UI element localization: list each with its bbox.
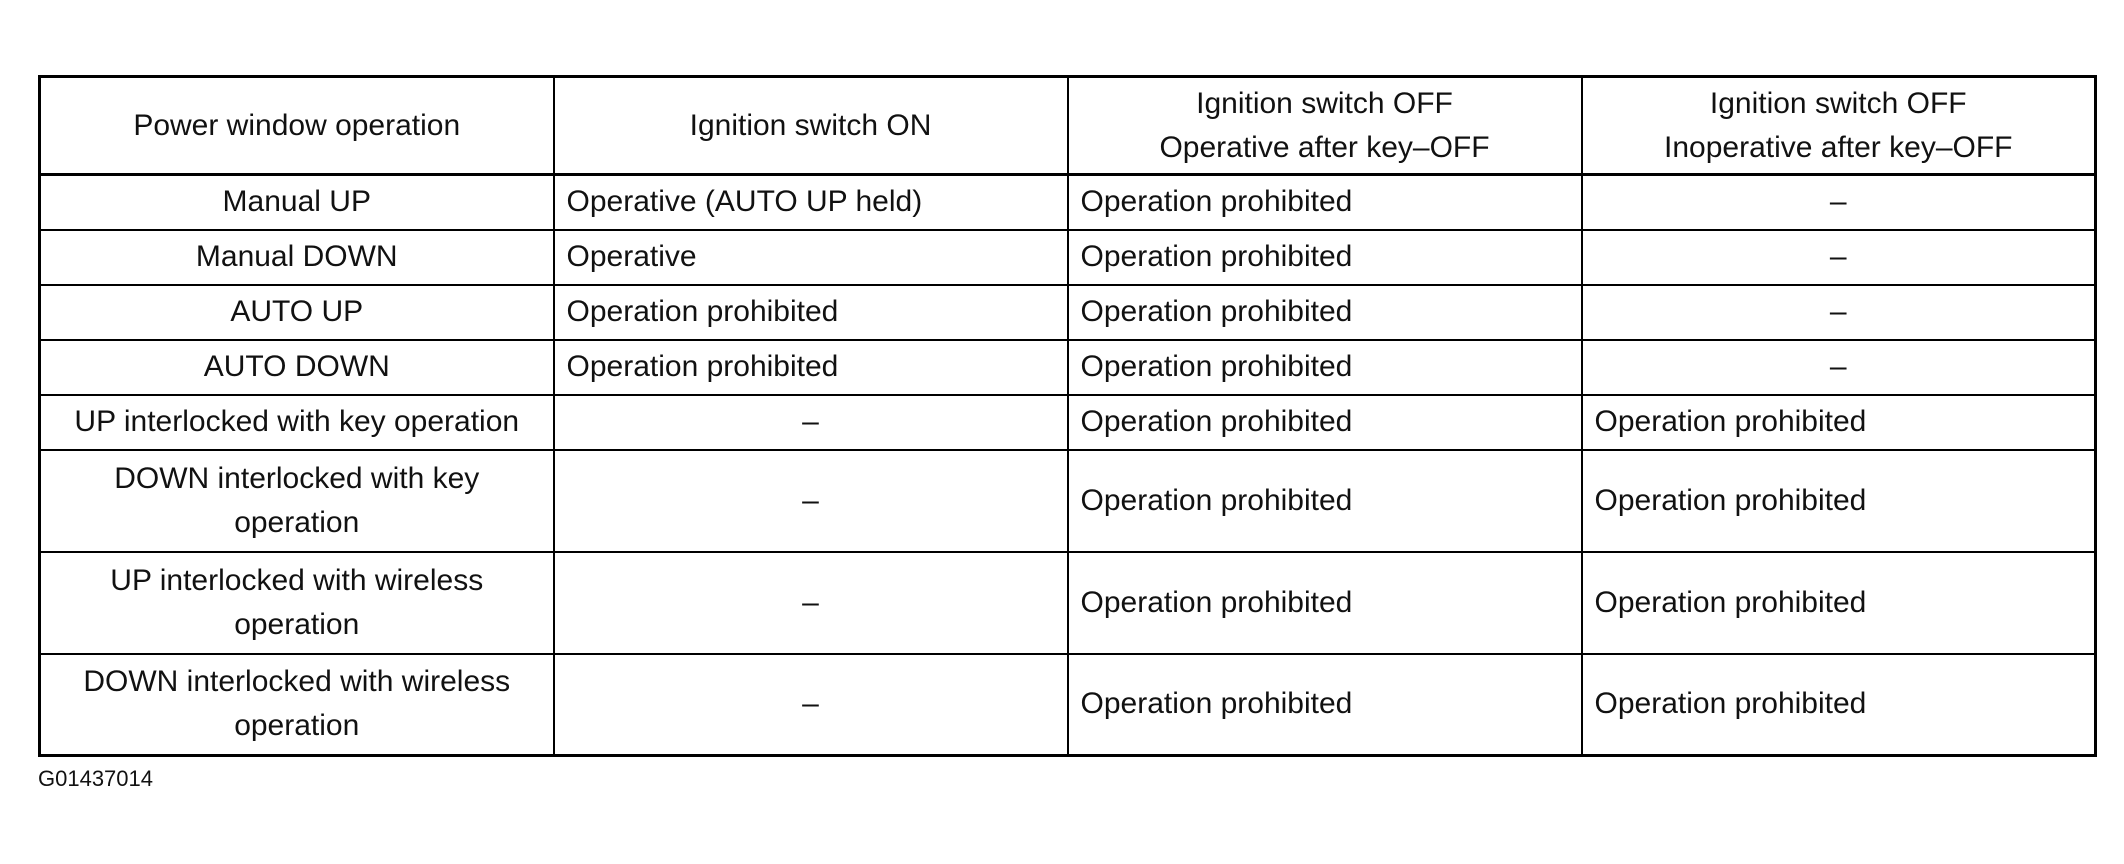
- table-body: [40, 175, 2096, 756]
- ignition-on-cell: Operation prohibited: [554, 340, 1068, 395]
- operation-cell: DOWN interlocked with key operation: [40, 450, 554, 552]
- operation-cell: Manual UP: [40, 175, 554, 230]
- off-operative-cell: Operation prohibited: [1068, 552, 1582, 654]
- off-operative-cell: Operation prohibited: [1068, 340, 1582, 395]
- table-row: [40, 175, 2096, 230]
- header-ignition-off-inoperative: Ignition switch OFF Inoperative after key–OFF: [1582, 77, 2096, 175]
- operation-cell: AUTO UP: [40, 285, 554, 340]
- power-window-operation-table: [38, 75, 2097, 757]
- ignition-on-cell: –: [554, 395, 1068, 450]
- off-inoperative-cell: Operation prohibited: [1582, 552, 2096, 654]
- off-inoperative-cell: –: [1582, 340, 2096, 395]
- table-row: [40, 230, 2096, 285]
- off-inoperative-cell: –: [1582, 230, 2096, 285]
- off-operative-cell: Operation prohibited: [1068, 230, 1582, 285]
- ignition-on-cell: Operative: [554, 230, 1068, 285]
- ignition-on-cell: –: [554, 654, 1068, 756]
- off-operative-cell: Operation prohibited: [1068, 285, 1582, 340]
- operation-cell: DOWN interlocked with wireless operation: [40, 654, 554, 756]
- table-row: [40, 340, 2096, 395]
- figure-id-label: G01437014: [38, 766, 153, 791]
- header-ignition-on: Ignition switch ON: [554, 77, 1068, 175]
- off-operative-cell: Operation prohibited: [1068, 450, 1582, 552]
- table-row: [40, 285, 2096, 340]
- table-row: [40, 552, 2096, 654]
- operation-cell: AUTO DOWN: [40, 340, 554, 395]
- header-power-window-operation: Power window operation: [40, 77, 554, 175]
- off-inoperative-cell: –: [1582, 285, 2096, 340]
- off-inoperative-cell: Operation prohibited: [1582, 654, 2096, 756]
- off-inoperative-cell: Operation prohibited: [1582, 395, 2096, 450]
- operation-cell: UP interlocked with key operation: [40, 395, 554, 450]
- operation-cell: UP interlocked with wireless operation: [40, 552, 554, 654]
- off-inoperative-cell: Operation prohibited: [1582, 450, 2096, 552]
- ignition-on-cell: –: [554, 552, 1068, 654]
- off-operative-cell: Operation prohibited: [1068, 654, 1582, 756]
- off-operative-cell: Operation prohibited: [1068, 175, 1582, 230]
- table-row: [40, 450, 2096, 552]
- operation-cell: Manual DOWN: [40, 230, 554, 285]
- off-inoperative-cell: –: [1582, 175, 2096, 230]
- off-operative-cell: Operation prohibited: [1068, 395, 1582, 450]
- header-ignition-off-operative: Ignition switch OFF Operative after key–OFF: [1068, 77, 1582, 175]
- header-row: [40, 77, 2096, 175]
- table-row: [40, 395, 2096, 450]
- ignition-on-cell: Operative (AUTO UP held): [554, 175, 1068, 230]
- ignition-on-cell: Operation prohibited: [554, 285, 1068, 340]
- table-header: [40, 77, 2096, 175]
- ignition-on-cell: –: [554, 450, 1068, 552]
- table-row: [40, 654, 2096, 756]
